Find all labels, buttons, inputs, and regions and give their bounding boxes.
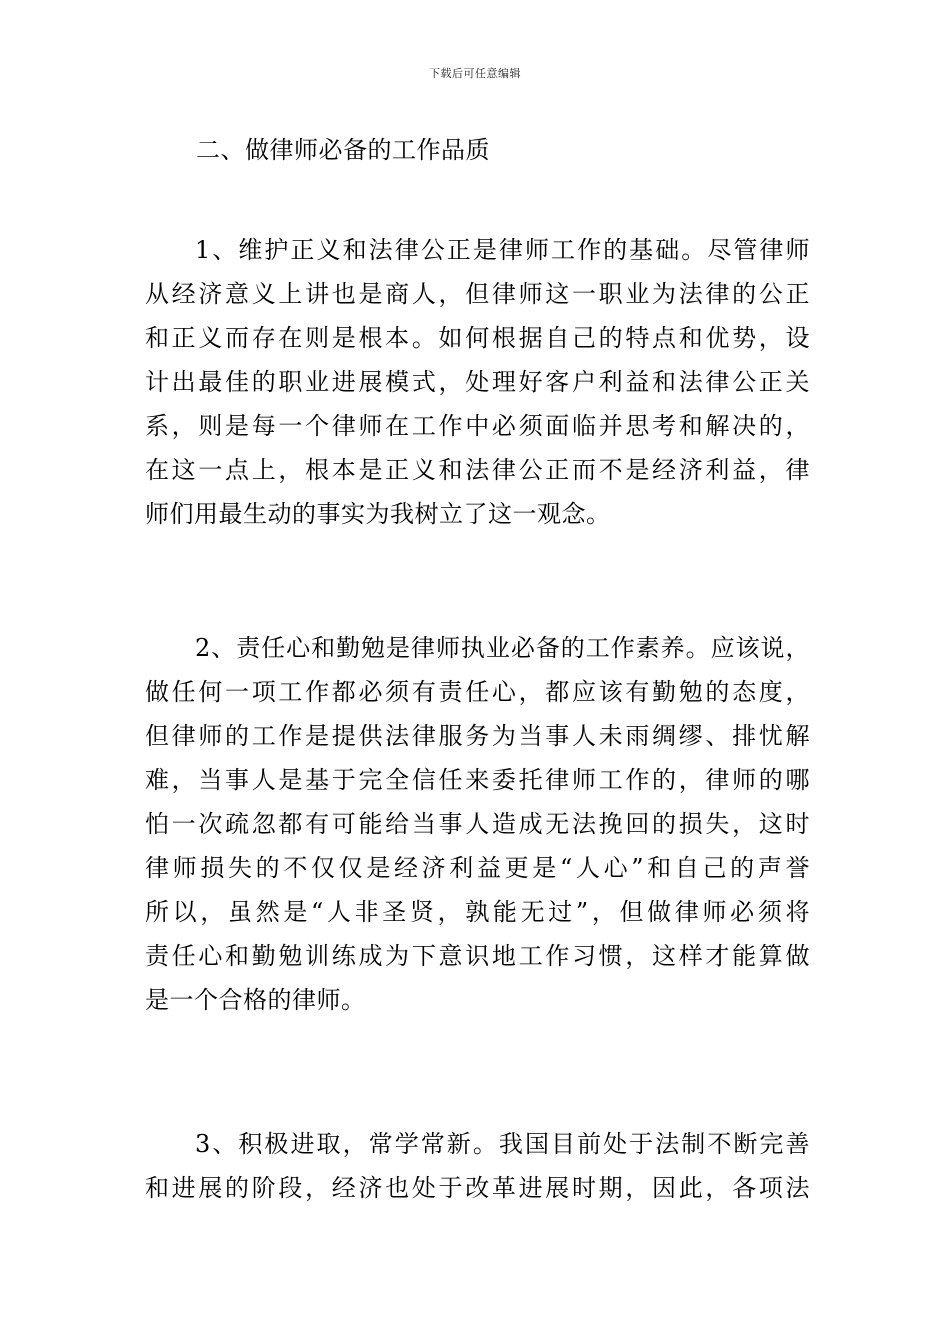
paragraph-line: 责任心和勤勉训练成为下意识地工作习惯，这样才能算做	[145, 942, 810, 970]
paragraph-line: 做任何一项工作都必须有责任心，都应该有勤勉的态度，	[145, 678, 810, 706]
paragraph-line: 怕一次疏忽都有可能给当事人造成无法挽回的损失，这时	[145, 810, 810, 838]
paragraph-line: 和正义而存在则是根本。如何根据自己的特点和优势，设	[145, 324, 810, 352]
paragraph-line: 师们用最生动的事实为我树立了这一观念。	[145, 500, 611, 528]
paragraph-line: 1、维护正义和法律公正是律师工作的基础。尽管律师	[195, 236, 810, 264]
paragraph-line: 难，当事人是基于完全信任来委托律师工作的，律师的哪	[145, 766, 810, 794]
paragraph-line: 系，则是每一个律师在工作中必须面临并思考和解决的，	[145, 412, 810, 440]
paragraph-3	[145, 1122, 810, 1210]
paragraph-line: 但律师的工作是提供法律服务为当事人未雨绸缪、排忧解	[145, 722, 810, 750]
paragraph-line: 从经济意义上讲也是商人，但律师这一职业为法律的公正	[145, 280, 810, 308]
paragraph-line: 是一个合格的律师。	[145, 986, 366, 1014]
paragraph-2	[145, 626, 810, 1022]
paragraph-1	[145, 228, 810, 536]
paragraph-line: 在这一点上，根本是正义和法律公正而不是经济利益，律	[145, 456, 810, 484]
paragraph-line: 2、责任心和勤勉是律师执业必备的工作素养。应该说，	[195, 634, 810, 662]
header-note: 下载后可任意编辑	[429, 67, 521, 80]
paragraph-line: 3、积极进取，常学常新。我国目前处于法制不断完善	[195, 1130, 810, 1158]
paragraph-line: 计出最佳的职业进展模式，处理好客户利益和法律公正关	[145, 368, 810, 396]
paragraph-line: 和进展的阶段，经济也处于改革进展时期，因此，各项法	[145, 1174, 810, 1202]
paragraph-line: 所以，虽然是“人非圣贤，孰能无过”，但做律师必须将	[145, 898, 810, 926]
section-heading: 二、做律师必备的工作品质	[196, 136, 490, 164]
paragraph-line: 律师损失的不仅仅是经济利益更是“人心”和自己的声誉	[145, 854, 810, 882]
